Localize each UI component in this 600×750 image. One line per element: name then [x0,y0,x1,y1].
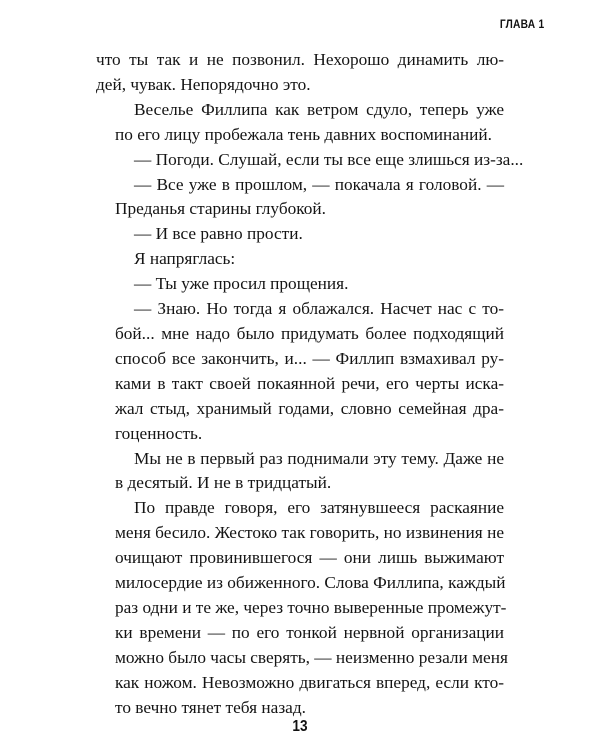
text-line: то вечно тянет тебя назад. [115,697,306,717]
text-line: жал стыд, хранимый годами, словно семейная дра- [115,398,504,418]
text-line: в десятый. И не в тридцатый. [115,473,332,493]
paragraph [96,447,504,497]
paragraph [96,297,504,446]
text-line: способ все закончить, и... — Филлип взмахивал ру- [115,348,504,368]
paragraph [96,48,504,98]
text-line: Я напряглась: [134,249,236,269]
text-line: раз одни и те же, через точно выверенные промежут- [115,597,507,617]
paragraph [96,272,504,297]
paragraph [96,496,508,720]
text-line: — Ты уже просил прощения. [134,274,349,294]
text-line: как ножом. Невозможно двигаться вперед, если кто- [115,672,504,692]
text-line: — Знаю. Но тогда я облажался. Насчет нас с то- [134,299,504,319]
text-line: по его лицу пробежала тень давних воспоминаний. [115,124,492,144]
page-number: 13 [292,718,308,735]
text-line: — И все равно прости. [134,224,303,244]
text-line: Преданья старины глубокой. [115,199,327,219]
paragraph [96,247,504,272]
text-line: ки времени — по его тонкой нервной организации [115,622,504,642]
running-head: ГЛАВА 1 [499,17,544,31]
text-line: бой... мне надо было придумать более подходящий [115,323,504,343]
paragraph [96,148,524,173]
text-line: По правде говоря, его затянувшееся раскаяние [134,498,504,518]
paragraph [96,98,504,148]
text-line: ками в такт своей покаянной речи, его черты иска- [115,373,504,393]
text-line: можно было часы сверять, — неизменно резали меня [115,647,508,667]
text-line: очищают провинившегося — они лишь выжимают [115,548,504,568]
text-line: — Погоди. Слушай, если ты все еще злишься из-за... [134,149,524,169]
text-line: гоценность. [115,423,203,443]
paragraph [96,173,504,223]
paragraph [96,222,504,247]
text-line: — Все уже в прошлом, — покачала я головой. — [134,174,504,194]
text-line: меня бесило. Жестоко так говорить, но извинения не [115,523,504,543]
text-line: Мы не в первый раз поднимали эту тему. Даже не [134,448,504,468]
body-text [96,48,524,720]
text-line: милосердие из обиженного. Слова Филлипа, каждый [115,573,506,593]
text-line: что ты так и не позвонил. Нехорошо динамить лю- [96,50,504,69]
text-line: Веселье Филлипа как ветром сдуло, теперь уже [134,99,504,119]
text-line: дей, чувак. Непорядочно это. [96,74,311,94]
